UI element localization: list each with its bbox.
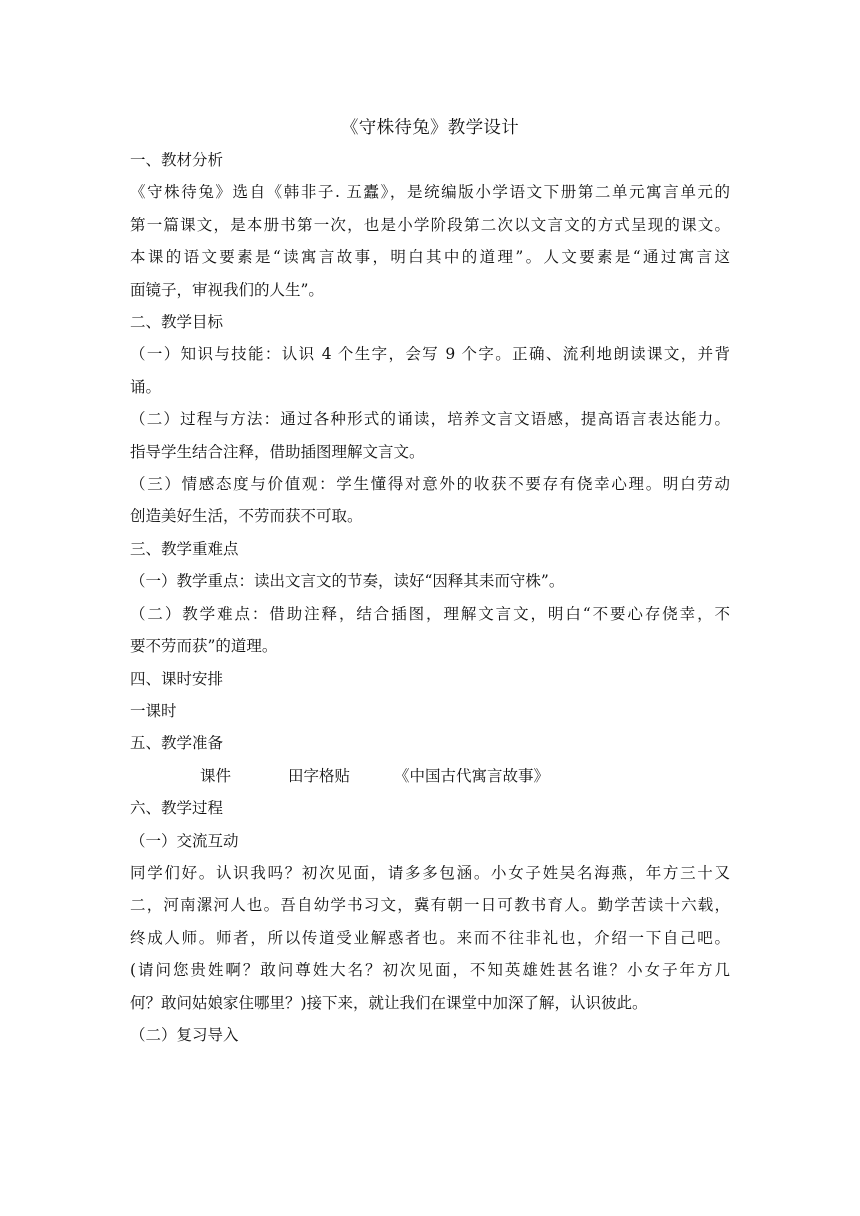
interaction-line-3: 终成人师。师者，所以传道受业解惑者也。来而不往非礼也，介绍一下自己吧。 <box>130 928 730 947</box>
process-subheading-review: （二）复习导入 <box>130 1025 239 1044</box>
difficulty-line-1: （二）教学难点：借助注释，结合插图，理解文言文，明白“不要心存侥幸，不 <box>130 604 730 623</box>
schedule-line: 一课时 <box>130 701 177 720</box>
objective-1-line-1: （一）知识与技能：认识 4 个生字，会写 9 个字。正确、流利地朗读课文，并背 <box>130 345 730 364</box>
objective-3-line-1: （三）情感态度与价值观：学生懂得对意外的收获不要存有侥幸心理。明白劳动 <box>130 475 730 494</box>
objective-1-line-2: 诵。 <box>130 377 162 396</box>
preparation-item-fable-book: 《中国古代寓言故事》 <box>394 766 550 785</box>
document-title: 《守株待兔》教学设计 <box>341 118 519 138</box>
analysis-line-4: 面镜子，审视我们的人生”。 <box>130 280 324 299</box>
objective-2-line-1: （二）过程与方法：通过各种形式的诵读，培养文言文语感，提高语言表达能力。 <box>130 410 730 429</box>
section-heading-key-points: 三、教学重难点 <box>130 539 239 558</box>
preparation-item-courseware: 课件 <box>200 766 232 785</box>
analysis-line-3: 本课的语文要素是“读寓言故事，明白其中的道理”。人文要素是“通过寓言这 <box>130 248 730 267</box>
interaction-line-5: 何？敢问姑娘家住哪里？)接下来，就让我们在课堂中加深了解，认识彼此。 <box>130 993 648 1012</box>
section-heading-process: 六、教学过程 <box>130 799 224 818</box>
process-subheading-interaction: （一）交流互动 <box>130 831 239 850</box>
preparation-item-grid-stickers: 田字格贴 <box>288 766 351 785</box>
section-heading-preparation: 五、教学准备 <box>130 734 224 753</box>
section-heading-schedule: 四、课时安排 <box>130 669 224 688</box>
difficulty-line-2: 要不劳而获”的道理。 <box>130 637 278 656</box>
section-heading-analysis: 一、教材分析 <box>130 151 224 169</box>
section-heading-objectives: 二、教学目标 <box>130 313 224 332</box>
analysis-line-2: 第一篇课文，是本册书第一次，也是小学阶段第二次以文言文的方式呈现的课文。 <box>130 215 730 234</box>
objective-3-line-2: 创造美好生活，不劳而获不可取。 <box>130 507 363 526</box>
interaction-line-2: 二，河南漯河人也。吾自幼学书习文，冀有朝一日可教书育人。勤学苦读十六载， <box>130 896 730 915</box>
objective-2-line-2: 指导学生结合注释，借助插图理解文言文。 <box>130 442 425 461</box>
interaction-line-4: (请问您贵姓啊？敢问尊姓大名？初次见面，不知英雄姓甚名谁？小女子年方几 <box>130 961 730 980</box>
analysis-line-1: 《守株待兔》选自《韩非子. 五蠹》，是统编版小学语文下册第二单元寓言单元的 <box>130 183 730 202</box>
preparation-items <box>130 760 730 792</box>
interaction-line-1: 同学们好。认识我吗？初次见面，请多多包涵。小女子姓吴名海燕，年方三十又 <box>130 863 730 882</box>
document-body <box>130 112 730 1051</box>
key-point-line: （一）教学重点：读出文言文的节奏，读好“因释其耒而守株”。 <box>130 572 565 591</box>
